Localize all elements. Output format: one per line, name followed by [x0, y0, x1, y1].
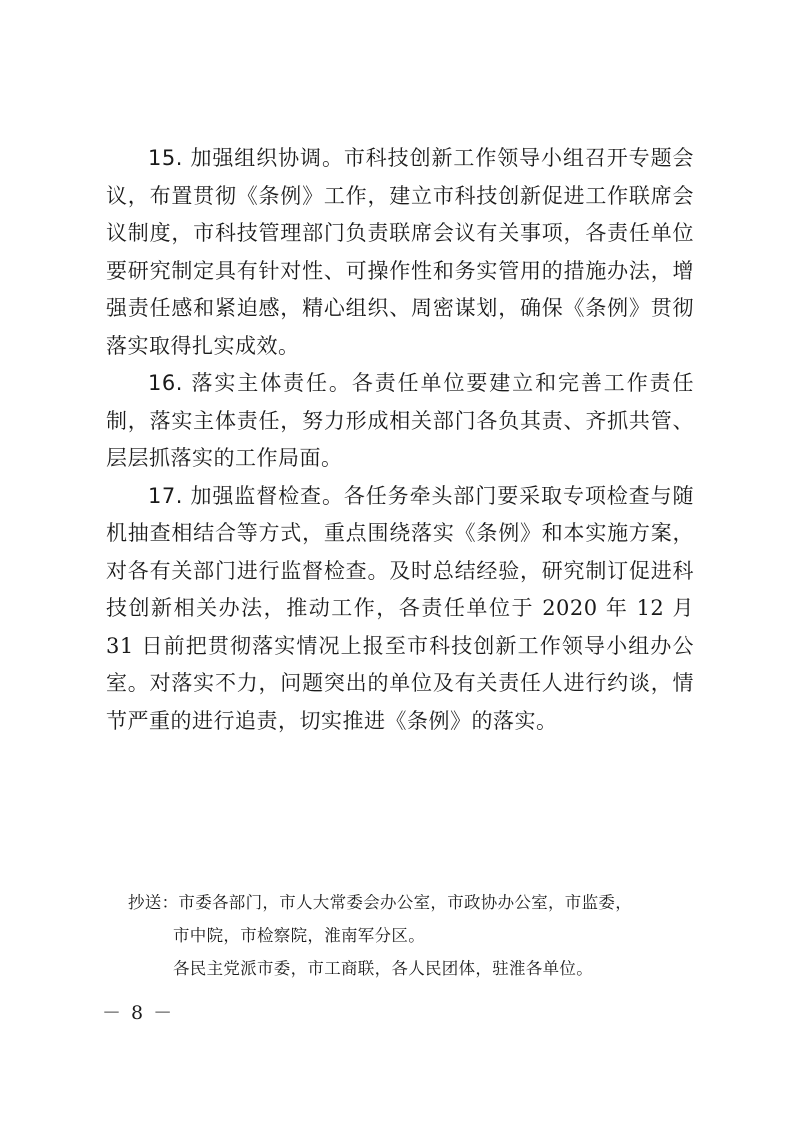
paragraph-16-text: 各责任单位要建立和完善工作责任制，落实主体责任，努力形成相关部门各负其责、齐抓共管、层层抓落实的工作局面。	[106, 371, 695, 470]
paragraph-16-title: 16. 落实主体责任。	[148, 371, 352, 395]
cc-line-1	[128, 886, 688, 919]
cc-distribution	[128, 886, 688, 985]
cc-recipients-2: 市中院，市检察院，淮南军分区。	[173, 926, 425, 945]
paragraph-17	[106, 478, 694, 741]
paragraph-17-text: 各任务牵头部门要采取专项检查与随机抽查相结合等方式，重点围绕落实《条例》和本实施方案，对各有关部门进行监督检查。及时总结经验，研究制订促进科技创新相关办法，推动工作，各责任单位于 2020 年 12 月 31 日前把贯彻落实情况上报至市科技创新工作领导小组办公室。对落实不力，问题突出的单位及有关责任人进行约谈，情节严重的进行追责，切实推进《条例》的落实。	[106, 483, 695, 733]
cc-recipients-3: 各民主党派市委，市工商联，各人民团体，驻淮各单位。	[173, 959, 593, 978]
paragraph-17-title: 17. 加强监督检查。	[148, 483, 344, 508]
paragraph-15-title: 15. 加强组织协调。	[148, 146, 344, 170]
paragraph-15	[106, 140, 694, 365]
cc-recipients-1: 市委各部门，市人大常委会办公室，市政协办公室，市监委，	[178, 893, 633, 912]
paragraph-15-text: 市科技创新工作领导小组召开专题会议，布置贯彻《条例》工作，建立市科技创新促进工作联席会议制度，市科技管理部门负责联席会议有关事项，各责任单位要研究制定具有针对性、可操作性和务实管用的措施办法，增强责任感和紧迫感，精心组织、周密谋划，确保《条例》贯彻落实取得扎实成效。	[106, 146, 695, 358]
cc-line-2	[128, 919, 688, 952]
cc-line-3	[128, 952, 688, 985]
cc-label: 抄送：	[128, 893, 179, 912]
document-body	[106, 140, 694, 740]
page-number: － 8 －	[102, 1002, 175, 1024]
paragraph-16	[106, 365, 694, 478]
